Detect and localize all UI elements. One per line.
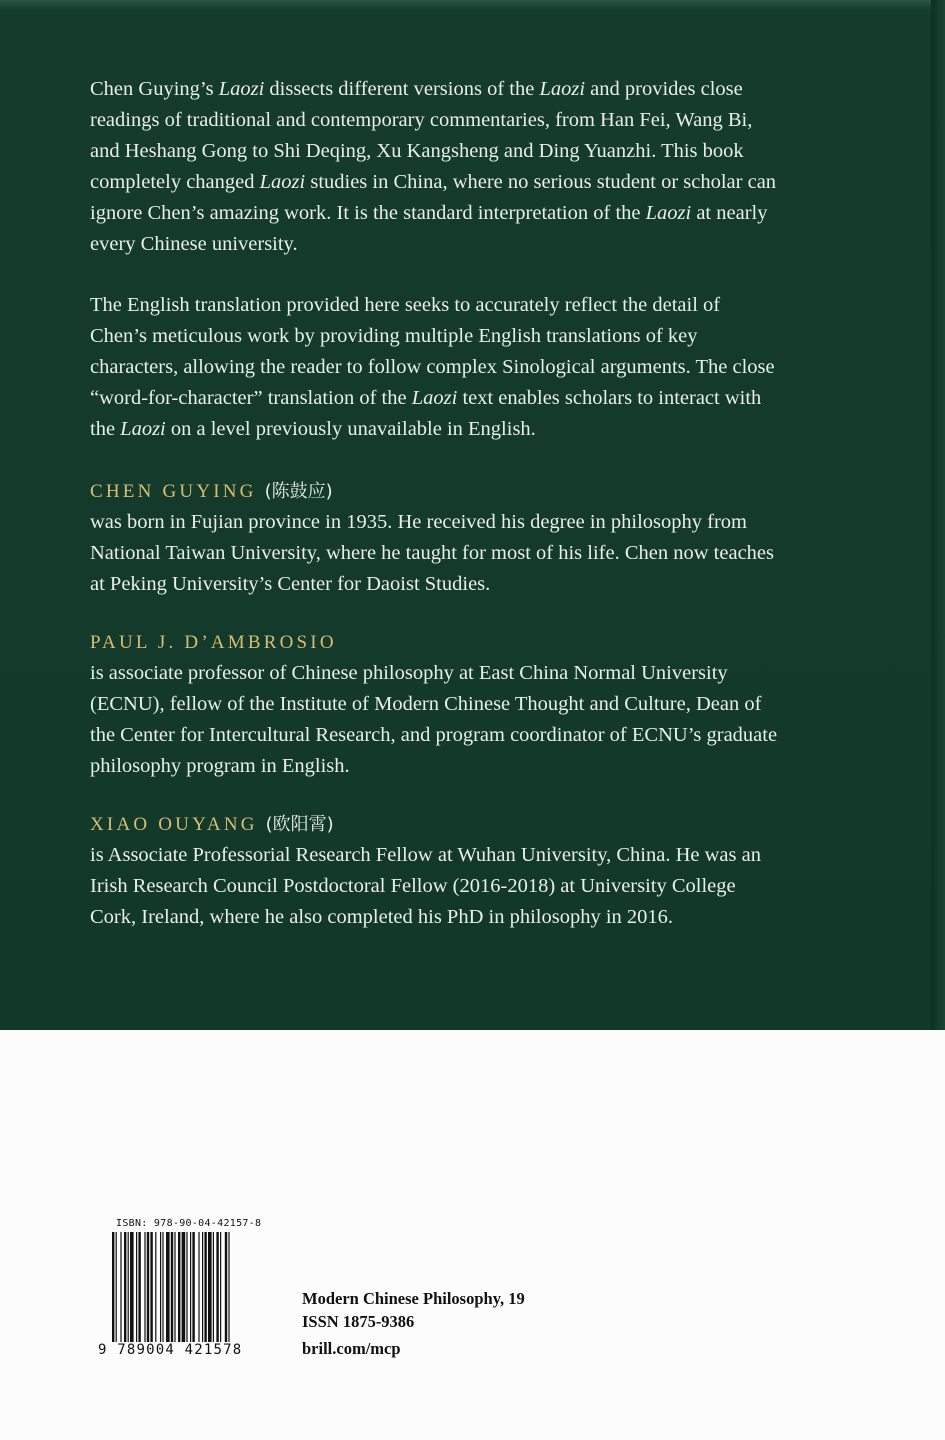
author-bio-chen: was born in Fujian province in 1935. He received his degree in philosophy from National Taiwan University, where he taught for most of his life. Chen now teaches at Peking University’s Center for Daoist Studies.	[90, 511, 774, 595]
barcode-bar	[228, 1232, 229, 1342]
series-info	[302, 1287, 525, 1360]
barcode-bar	[128, 1232, 129, 1342]
barcode-bar	[160, 1232, 161, 1342]
barcode-bar	[147, 1232, 149, 1342]
author-name-ouyang: XIAO OUYANG (欧阳霄)	[90, 814, 334, 835]
barcode-bar	[178, 1232, 180, 1342]
isbn-label: ISBN: 978-90-04-42157-8	[116, 1218, 262, 1229]
blurb-paragraph-2: The English translation provided here seeks to accurately reflect the detail of Chen’s meticulous work by providing multiple English translations of key characters, allowing the reader to follow complex Sinological arguments. The close “word-for-character” translation of the Laozi text enables scholars to interact with the Laozi on a level previously unavailable in English.	[90, 294, 775, 440]
author-name-chen: CHEN GUYING (陈鼓应)	[90, 481, 333, 502]
barcode-bar	[182, 1232, 186, 1342]
series-issn: ISSN 1875-9386	[302, 1312, 415, 1331]
author-bio-dambrosio: is associate professor of Chinese philosophy at East China Normal University (ECNU), fellow of the Institute of Modern Chinese Thought and Culture, Dean of the Center for Intercultural Research, and program coordinator of ECNU’s graduate philosophy program in English.	[90, 662, 778, 777]
barcode-bar	[198, 1232, 199, 1342]
spine-edge	[931, 0, 945, 1030]
isbn-barcode	[98, 1218, 270, 1360]
barcode-bar	[220, 1232, 221, 1342]
barcode-bar	[213, 1232, 214, 1342]
barcode-bar	[136, 1232, 137, 1342]
blurb-paragraph-1: Chen Guying’s Laozi dissects different versions of the Laozi and provides close readings of traditional and contemporary commentaries, from Han Fei, Wang Bi, and Heshang Gong to Shi Deqing, Xu Kangsheng and Ding Yuanzhi. This book completely changed Laozi studies in China, where no serious student or scholar can ignore Chen’s amazing work. It is the standard interpretation of the Laozi at nearly every Chinese university.	[90, 78, 777, 255]
barcode-bar	[130, 1232, 134, 1342]
barcode-bar	[150, 1232, 152, 1342]
barcode-bar	[166, 1232, 170, 1342]
barcode-bar	[162, 1232, 163, 1342]
barcode-bar	[116, 1232, 117, 1342]
barcode-bar	[225, 1232, 227, 1342]
barcode-bar	[190, 1232, 191, 1342]
blurb-text	[90, 74, 780, 961]
barcode-bar	[204, 1232, 206, 1342]
barcode-bar	[171, 1232, 173, 1342]
series-title: Modern Chinese Philosophy, 19	[302, 1289, 525, 1308]
barcode-bar	[216, 1232, 218, 1342]
barcode-bar	[120, 1232, 121, 1342]
author-bio-ouyang: is Associate Professorial Research Fellow at Wuhan University, China. He was an Irish Research Council Postdoctoral Fellow (2016-2018) at University College Cork, Ireland, where he also completed his PhD in philosophy in 2016.	[90, 844, 761, 928]
barcode-bar	[202, 1232, 203, 1342]
barcode-bar	[208, 1232, 212, 1342]
barcode-bar	[138, 1232, 140, 1342]
barcode-bar	[112, 1232, 114, 1342]
author-name-dambrosio: PAUL J. D’AMBROSIO	[90, 632, 337, 653]
series-url: brill.com/mcp	[302, 1339, 401, 1358]
barcode-bar	[192, 1232, 194, 1342]
barcode-bar	[144, 1232, 145, 1342]
barcode-bar	[124, 1232, 126, 1342]
barcode-bar	[174, 1232, 175, 1342]
top-edge	[0, 0, 945, 10]
barcode-bars	[112, 1232, 262, 1342]
isbn-digits: 9 789004 421578	[98, 1342, 243, 1358]
barcode-bar	[186, 1232, 187, 1342]
barcode-bar	[155, 1232, 156, 1342]
